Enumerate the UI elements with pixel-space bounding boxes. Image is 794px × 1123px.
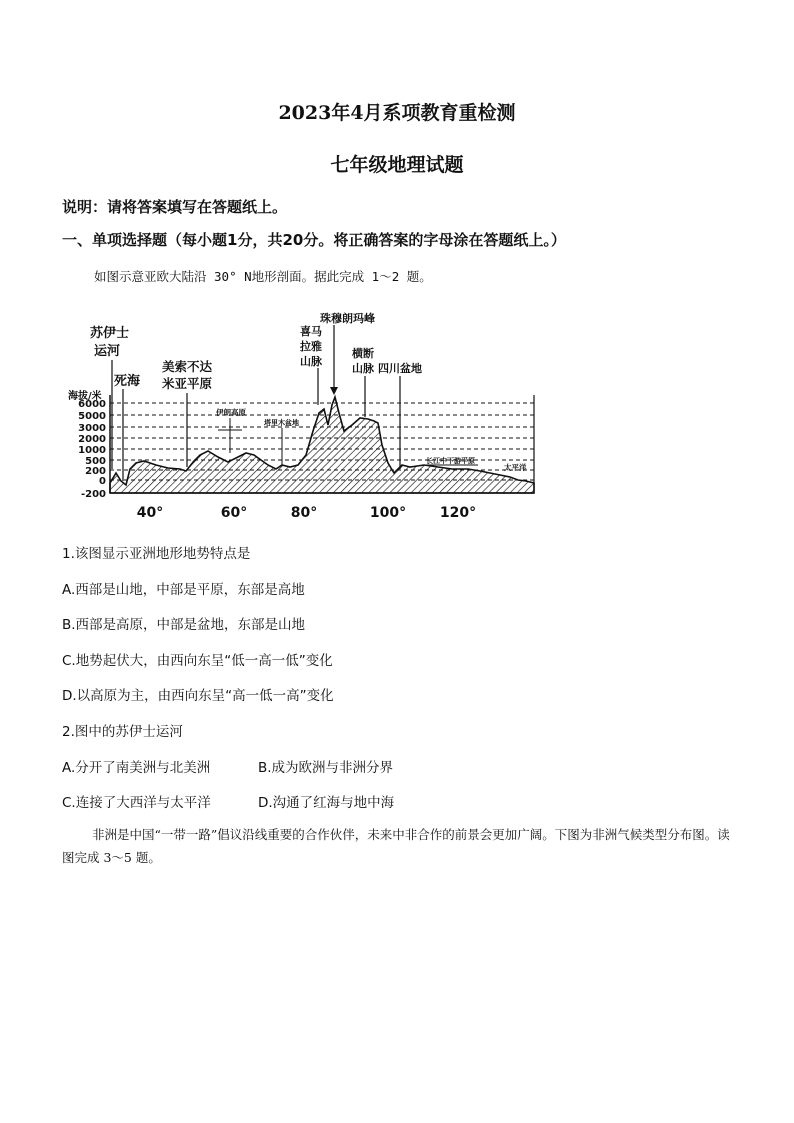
label-himalaya-line2: 拉雅 xyxy=(300,340,322,353)
label-dead-sea: 死海 xyxy=(114,374,141,389)
label-mesopotamia-line1: 美索不达 xyxy=(162,359,213,374)
y-tick-label: 6000 xyxy=(78,399,106,410)
question-1-option-d: D.以高原为主，由西向东呈“高一低一高”变化 xyxy=(62,688,334,704)
reading-passage: 非洲是中国“一带一路”倡议沿线重要的合作伙伴，未来中非合作的前景会更加广阔。下图为非洲气候类型分布图。读图完成 3～5 题。 xyxy=(62,827,730,865)
label-suez-line2: 运河 xyxy=(94,344,121,359)
label-hengduan-line2: 山脉 xyxy=(352,362,374,375)
y-tick-label: 500 xyxy=(85,456,106,467)
label-yangtze: 长江中下游平原 xyxy=(426,457,475,465)
label-suez-line1: 苏伊士 xyxy=(90,326,130,341)
y-axis-title: 海拔/米 xyxy=(68,391,102,402)
y-tick-label: 1000 xyxy=(78,445,106,456)
exam-title: 2023年4月系项教育重检测 xyxy=(278,102,516,124)
x-tick-label: 40° xyxy=(136,505,164,521)
y-tick-label: -200 xyxy=(80,489,106,500)
question-1-option-a: A.西部是山地，中部是平原，东部是高地 xyxy=(62,582,305,598)
label-himalaya-line3: 山脉 xyxy=(300,355,322,368)
terrain-profile-figure xyxy=(68,305,540,527)
exam-subtitle: 七年级地理试题 xyxy=(330,154,464,176)
question-2-option-a: A.分开了南美洲与北美洲 xyxy=(62,760,211,776)
x-tick-label: 60° xyxy=(220,505,248,521)
question-2-option-b: B.成为欧洲与非洲分界 xyxy=(258,760,394,776)
question-2-stem: 2.图中的苏伊士运河 xyxy=(62,724,183,740)
question-2-option-c: C.连接了大西洋与太平洋 xyxy=(62,795,211,811)
label-sichuan: 四川盆地 xyxy=(378,362,422,375)
question-1-option-b: B.西部是高原，中部是盆地，东部是山地 xyxy=(62,617,306,633)
label-mesopotamia-line2: 米亚平原 xyxy=(162,376,213,391)
question-1-stem: 1.该图显示亚洲地形地势特点是 xyxy=(62,546,251,562)
y-tick-label: 200 xyxy=(85,466,106,477)
y-tick-label: 0 xyxy=(99,476,106,487)
pointer-everest-arrowhead xyxy=(330,387,338,395)
section-heading: 一、单项选择题（每小题1分，共20分。将正确答案的字母涂在答题纸上。） xyxy=(62,231,566,249)
x-tick-label: 120° xyxy=(439,505,477,521)
label-everest: 珠穆朗玛峰 xyxy=(320,312,375,325)
label-tarim: 塔里木盆地 xyxy=(264,419,299,427)
question-2-option-d: D.沟通了红海与地中海 xyxy=(258,795,395,811)
y-tick-label: 2000 xyxy=(78,434,106,445)
y-tick-label: 3000 xyxy=(78,423,106,434)
notice: 说明：请将答案填写在答题纸上。 xyxy=(62,198,288,216)
y-tick-label: 5000 xyxy=(78,411,106,422)
x-tick-label: 80° xyxy=(290,505,318,521)
figure-intro: 如图示意亚欧大陆沿 30° N地形剖面。据此完成 1～2 题。 xyxy=(94,269,432,284)
x-tick-label: 100° xyxy=(369,505,407,521)
label-pacific: 太平洋 xyxy=(504,463,527,472)
label-himalaya-line1: 喜马 xyxy=(300,325,322,338)
terrain-area xyxy=(110,397,534,493)
question-1-option-c: C.地势起伏大，由西向东呈“低一高一低”变化 xyxy=(62,653,333,669)
label-iran: 伊朗高原 xyxy=(216,408,246,417)
label-hengduan-line1: 横断 xyxy=(352,347,374,360)
